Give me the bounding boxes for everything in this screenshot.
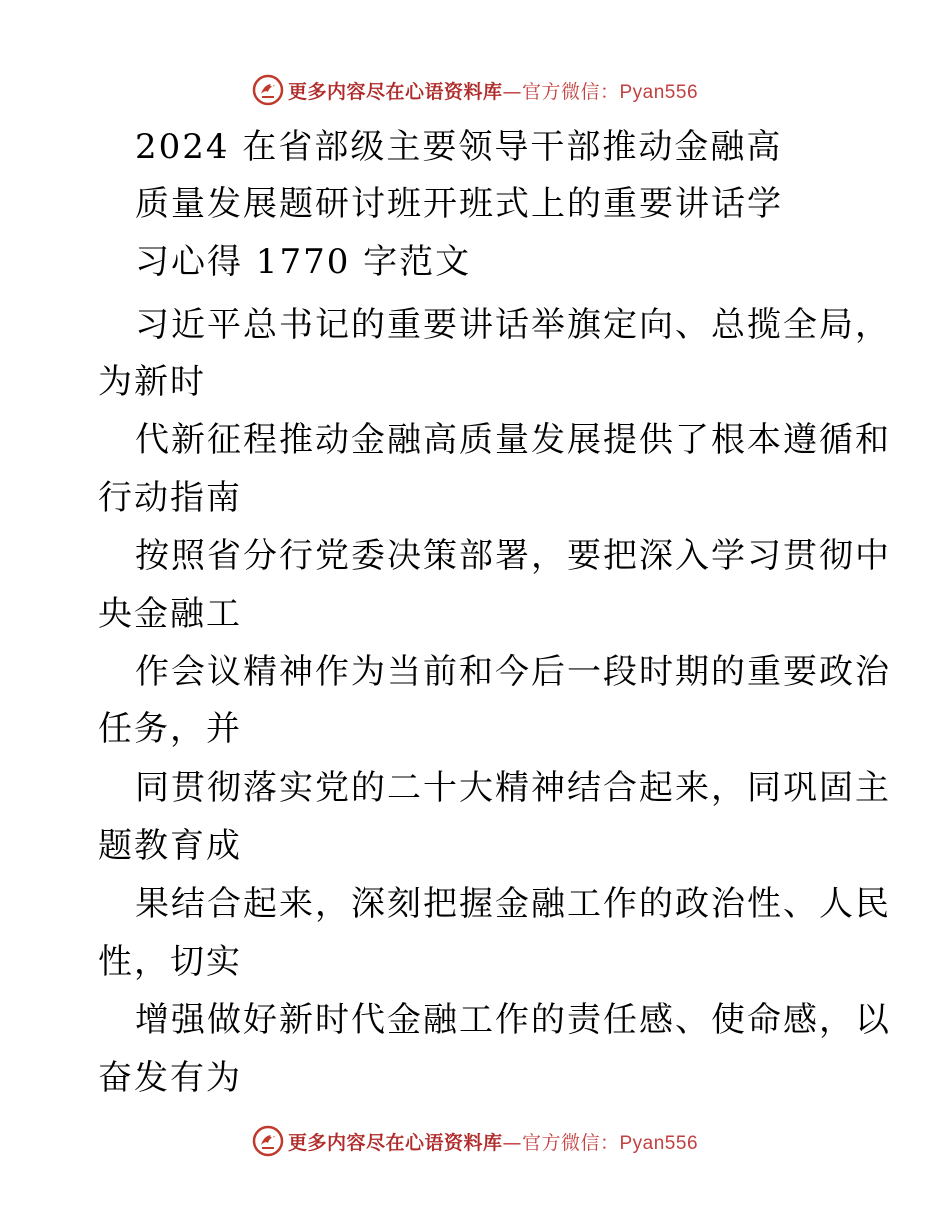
banner-handle: Pyan556	[619, 81, 699, 103]
body-line-7: 作会议精神作为当前和今后一段时期的重要政治	[135, 652, 891, 692]
body-line-3: 代新征程推动金融高质量发展提供了根本遵循和	[135, 420, 891, 460]
banner-text	[288, 1128, 698, 1155]
banner-wechat-label: 官方微信：	[521, 80, 620, 103]
body-line-4: 行动指南	[98, 478, 242, 518]
header-banner	[0, 70, 950, 110]
footer-banner	[0, 1121, 950, 1161]
banner-separator: —	[502, 80, 522, 103]
dragon-logo-icon	[252, 74, 284, 106]
banner-site: 更多内容尽在心语资料库	[287, 80, 503, 103]
banner-text	[288, 77, 698, 104]
body-line-2: 为新时	[98, 362, 206, 402]
dragon-logo-icon	[252, 1125, 284, 1157]
banner-wechat-label: 官方微信：	[521, 1131, 620, 1154]
banner-handle: Pyan556	[619, 1132, 699, 1154]
title-line-3: 习心得 1770 字范文	[135, 242, 472, 282]
banner-separator: —	[502, 1131, 522, 1154]
body-line-12: 性，切实	[98, 942, 242, 982]
body-line-5: 按照省分行党委决策部署，要把深入学习贯彻中	[135, 536, 891, 576]
body-line-8: 任务，并	[98, 709, 242, 749]
body-line-10: 题教育成	[98, 826, 242, 866]
body-line-13: 增强做好新时代金融工作的责任感、使命感，以	[135, 1000, 891, 1040]
body-line-1: 习近平总书记的重要讲话举旗定向、总揽全局，	[135, 305, 891, 345]
body-line-6: 央金融工	[98, 594, 242, 634]
body-line-11: 果结合起来，深刻把握金融工作的政治性、人民	[135, 884, 891, 924]
title-line-2: 质量发展题研讨班开班式上的重要讲话学	[135, 184, 783, 224]
body-line-14: 奋发有为	[98, 1058, 242, 1098]
title-line-1: 2024 在省部级主要领导干部推动金融高	[135, 127, 783, 167]
banner-site: 更多内容尽在心语资料库	[287, 1131, 503, 1154]
body-line-9: 同贯彻落实党的二十大精神结合起来，同巩固主	[135, 768, 891, 808]
